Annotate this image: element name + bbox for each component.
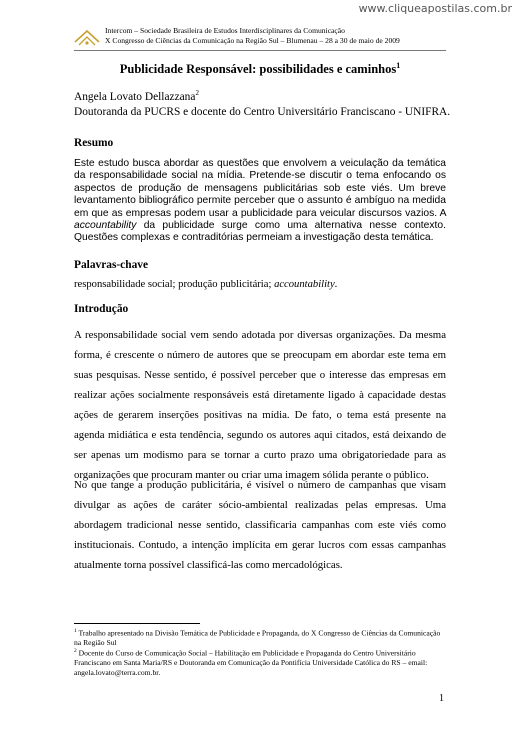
page-title: [74, 61, 446, 77]
resumo-heading: Resumo: [74, 137, 114, 149]
conference-header: [74, 26, 446, 51]
page-number: 1: [439, 693, 444, 704]
footnote-divider: [74, 623, 200, 624]
title-text: Publicidade Responsável: possibilidades e caminhos: [119, 62, 397, 77]
keywords-text: [74, 279, 337, 290]
title-footnote-ref: 1: [396, 61, 401, 70]
footnote-ref: 1: [74, 628, 77, 634]
body-paragraph: No que tange a produção publicitária, é visível o número de campanhas que visam divulgar as ações de caráter sócio-ambiental realizadas pelas empresas. Uma abordagem tradicional nesse sentido, classificaria campanhas com este viés como institucionais. Contudo, a intenção implícita em gerar lucros com essas campanhas atualmente torna possível classificá-las como mercadológicas.: [74, 479, 446, 571]
footnote-text: Trabalho apresentado na Divisão Temática de Publicidade e Propaganda, do X Congresso de Ciências da Comunicação na Região Sul: [74, 628, 441, 647]
author-footnote-ref: 2: [195, 89, 199, 97]
watermark-url[interactable]: www.cliqueapostilas.com.br: [358, 2, 512, 15]
author-affiliation: Doutoranda da PUCRS e docente do Centro Universitário Franciscano - UNIFRA.: [74, 105, 451, 118]
footnotes: [74, 627, 446, 677]
abstract-text: [74, 158, 446, 245]
footnote-ref: 2: [74, 648, 77, 655]
author-block: [74, 86, 450, 120]
keywords-part-1: responsabilidade social; produção publicitária;: [74, 279, 272, 290]
keywords-heading: Palavras-chave: [74, 259, 149, 271]
footnote-1: [74, 627, 446, 647]
header-line-1: Intercom – Sociedade Brasileira de Estudos Interdisciplinares da Comunicação: [105, 26, 345, 35]
introducao-heading: Introdução: [74, 303, 129, 315]
footnote-2: [74, 647, 446, 677]
author-name: Angela Lovato Dellazzana: [74, 90, 196, 103]
header-line-2: X Congresso de Ciências da Comunicação na Região Sul – Blumenau – 28 a 30 de maio de 2009: [105, 36, 400, 45]
keywords-part-2: .: [334, 279, 338, 290]
intercom-logo-icon: [74, 27, 100, 49]
keywords-italic-term: accountability: [274, 279, 335, 290]
footnote-text: Docente do Curso de Comunicação Social – Habilitação em Publicidade e Propaganda do Centro Universitário Franciscano em Santa Maria/RS e Doutoranda em Comunicação da Pontifícia Universidade Católica do RS – email: angela.lovato@terra.com.br.: [74, 648, 428, 677]
abstract-italic-term: accountability: [74, 220, 137, 232]
body-paragraph: A responsabilidade social vem sendo adotada por diversas organizações. Da mesma forma, é crescente o número de autores que se preocupam em abordar este tema em suas pesquisas. Nesse sentido, é possível perceber que o interesse das empresas em realizar ações socialmente responsáveis está diretamente ligado à capacidade destas ações de gerarem inserções positivas na mídia. De fato, o tema está presente na agenda midiática e esta tendência, segundo os autores aqui citados, está deixando de ser apenas um modismo para se tornar a curto prazo uma obrigatoriedade para as organizações que procuram manter ou criar uma imagem sólida perante o público.: [74, 329, 446, 481]
abstract-part-1: Este estudo busca abordar as questões que envolvem a veiculação da temática da responsabilidade social na mídia. Pretende-se discutir o tema enfocando os aspectos de produção de mensagens publicitárias sob este viés. Um breve levantamento bibliográfico permite perceber que o assunto é ambíguo na medida em que as empresas podem usar a publicidade para veicular discursos vazios. A: [74, 158, 446, 219]
abstract-part-2: da publicidade surge como uma alternativa nesse contexto. Questões complexas e contraditórias permeiam a investigação desta temática.: [74, 220, 446, 244]
